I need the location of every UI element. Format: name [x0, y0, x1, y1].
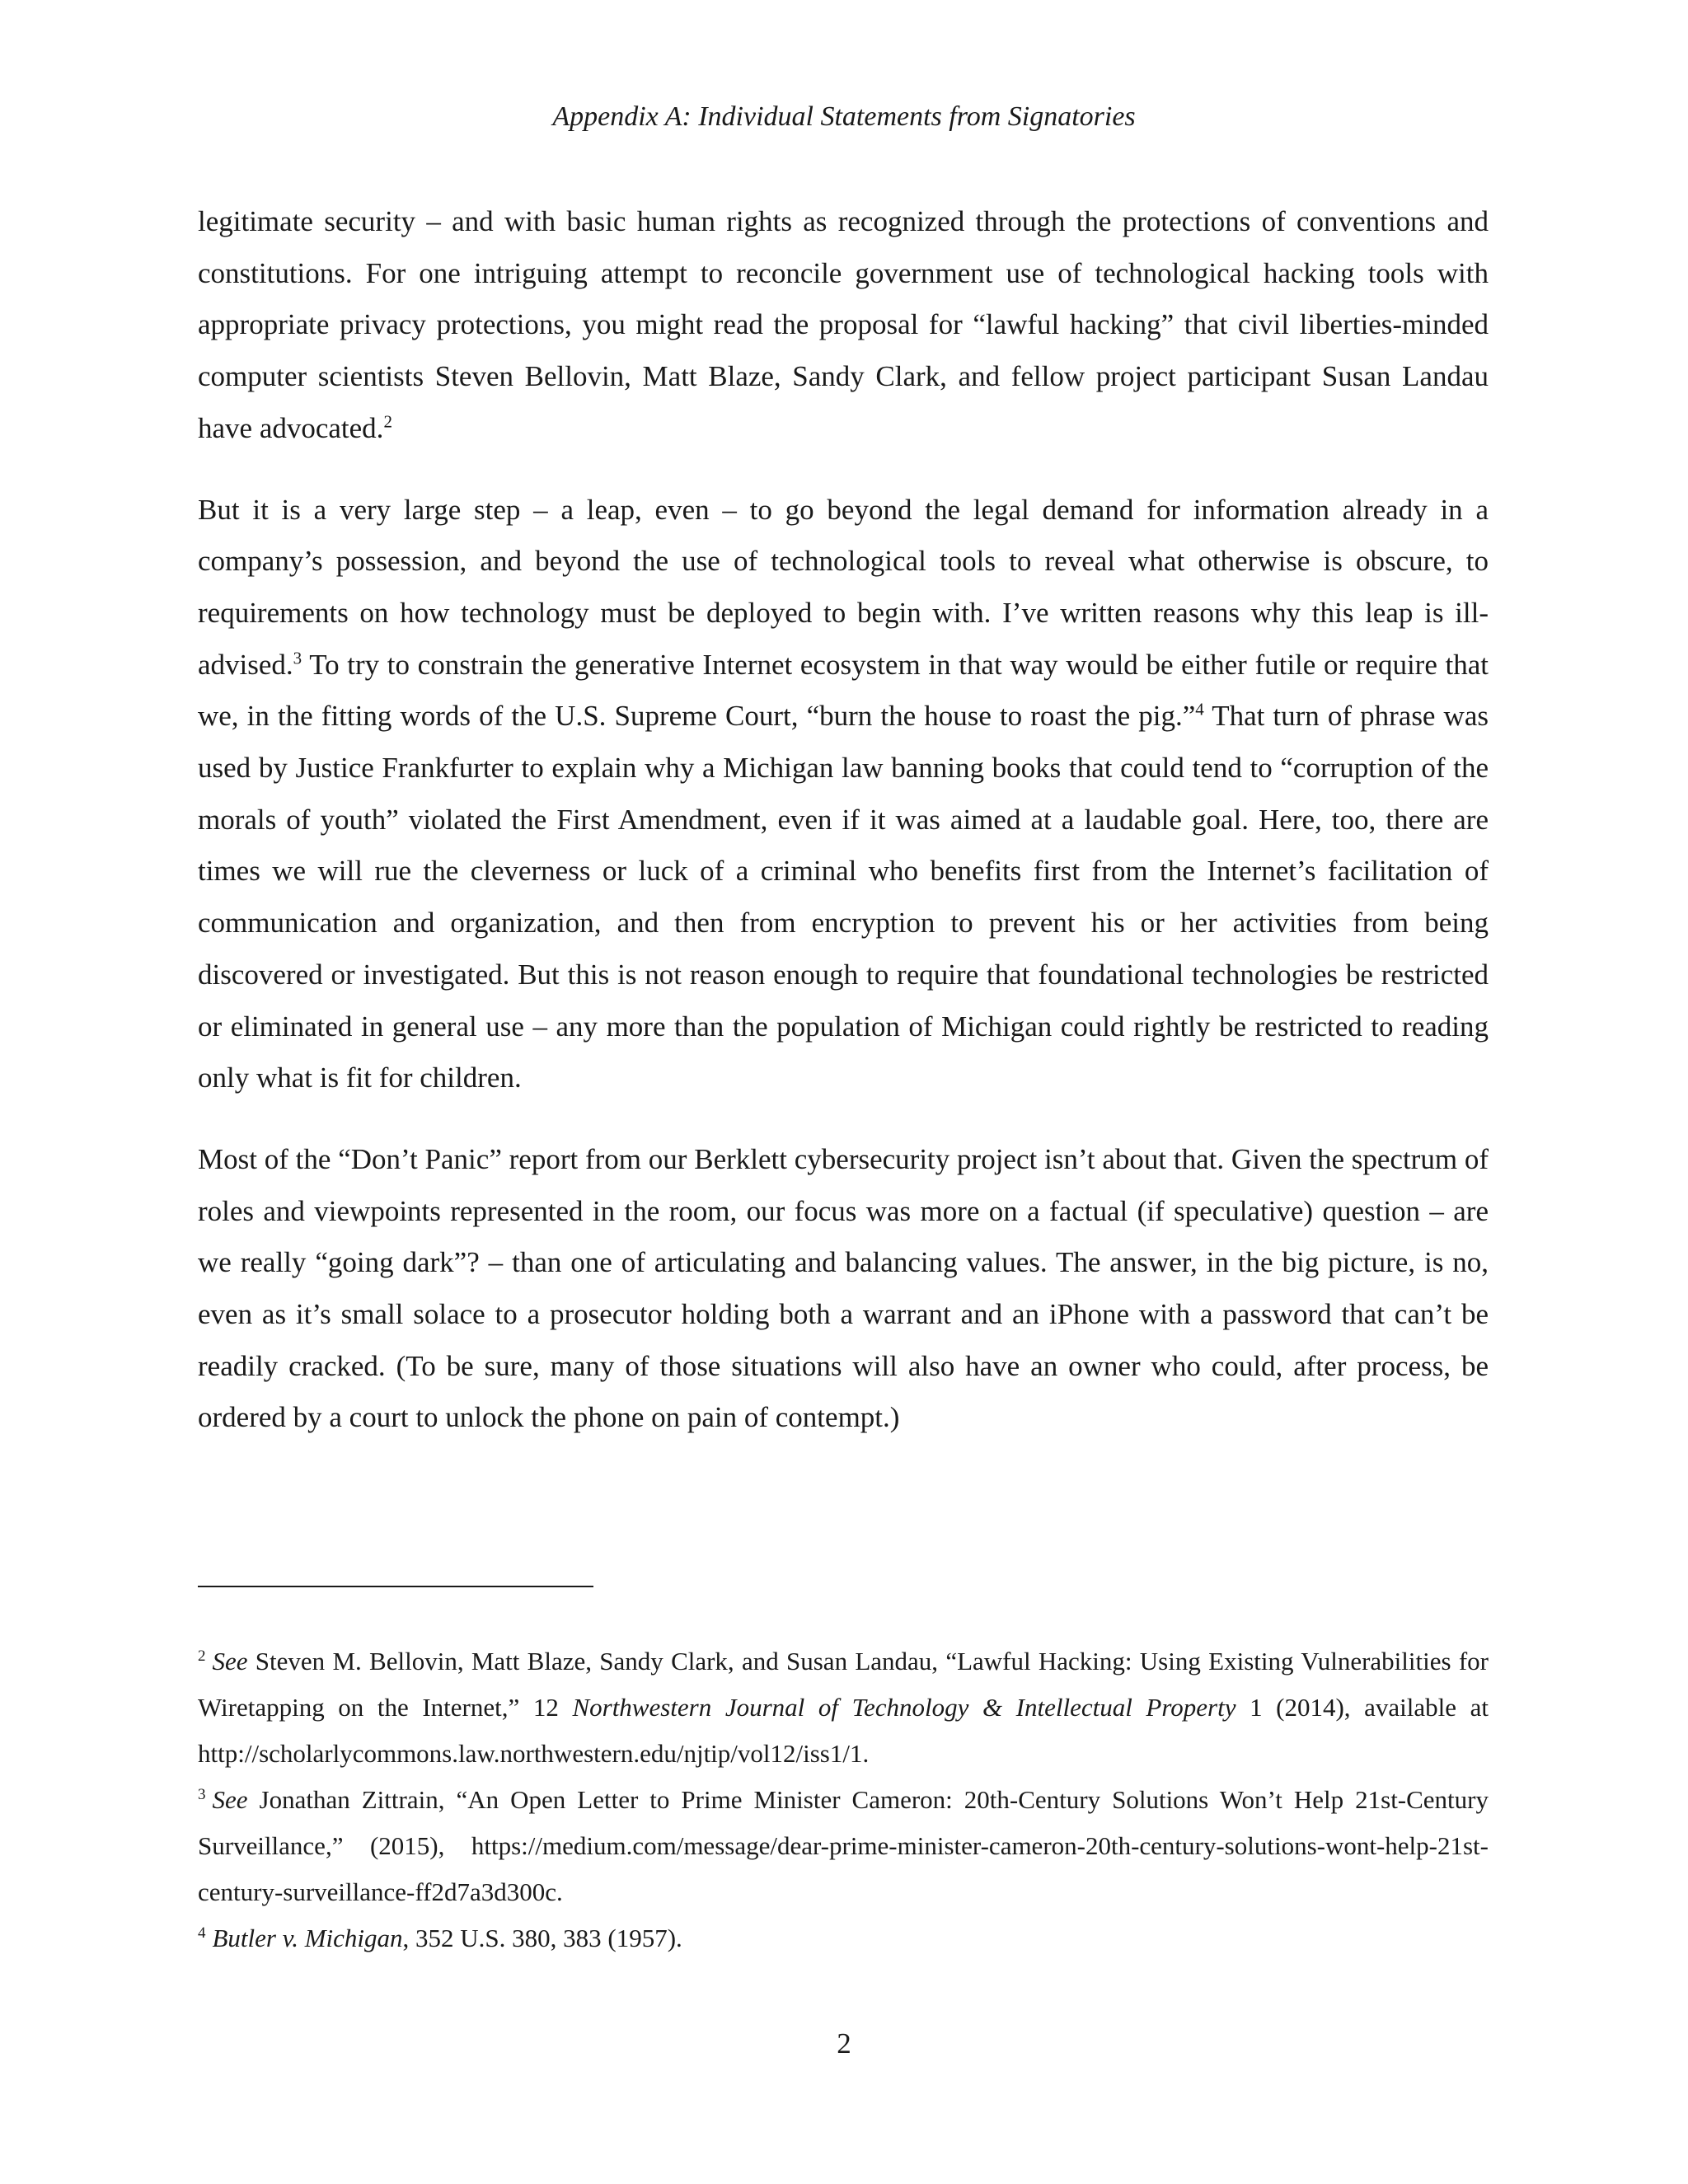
footnote-3-number: 3	[198, 1785, 206, 1803]
footnote-2	[198, 1638, 1489, 1777]
paragraph-2-text-b: To try to constrain the generative Internet ecosystem in that way would be either futile or require that we, in the fitting words of the U.S. Supreme Court, “burn the house to roast the pig.”	[198, 648, 1489, 733]
paragraph-2	[198, 485, 1489, 1104]
footnote-4-text: , 352 U.S. 380, 383 (1957).	[402, 1924, 682, 1952]
body-text	[198, 196, 1489, 1474]
footnote-ref-2: 2	[383, 411, 392, 432]
footnote-3	[198, 1777, 1489, 1915]
footnotes	[198, 1638, 1489, 1961]
footnote-ref-4: 4	[1195, 699, 1204, 719]
footnote-2-number: 2	[198, 1647, 206, 1665]
footnote-separator	[198, 1586, 593, 1587]
footnote-4-number: 4	[198, 1924, 206, 1942]
paragraph-3-text: Most of the “Don’t Panic” report from our Berklett cybersecurity project isn’t about that. Given the spectrum of roles and viewpoints represented in the room, our focus was more on a factual (if speculative) question – are we really “going dark”? – than one of articulating and balancing values. The answer, in the big picture, is no, even as it’s small solace to a prosecutor holding both a warrant and an iPhone with a password that can’t be readily cracked. (To be sure, many of those situations will also have an owner who could, after process, be ordered by a court to unlock the phone on pain of contempt.)	[198, 1142, 1489, 1434]
paragraph-1-text: legitimate security – and with basic human rights as recognized through the protections of conventions and constitutions. For one intriguing attempt to reconcile government use of technological hacking tools with appropriate privacy protections, you might read the proposal for “lawful hacking” that civil liberties-minded computer scientists Steven Bellovin, Matt Blaze, Sandy Clark, and fellow project participant Susan Landau have advocated.	[198, 205, 1489, 444]
paragraph-3	[198, 1134, 1489, 1444]
paragraph-2-text-a: But it is a very large step – a leap, even – to go beyond the legal demand for information already in a company’s possession, and beyond the use of technological tools to reveal what otherwise is obscure, to requirements on how technology must be deployed to begin with. I’ve written reasons why this leap is ill-advised.	[198, 493, 1489, 681]
footnote-ref-3: 3	[293, 647, 302, 668]
footnote-3-see: See	[212, 1785, 248, 1814]
footnote-2-journal: Northwestern Journal of Technology & Intellectual Property	[572, 1693, 1236, 1722]
footnote-2-text-pre: Steven M. Bellovin, Matt Blaze, Sandy Clark, and Susan Landau, “Lawful Hacking: Using Existing Vulnerabilities for Wiretapping on the Internet,” 12	[198, 1647, 1489, 1722]
footnote-2-see: See	[212, 1647, 248, 1675]
footnote-4-case: Butler v. Michigan	[212, 1924, 403, 1952]
page-number: 2	[837, 2027, 851, 2060]
footnote-2-text-post: 1 (2014), available at http://scholarlycommons.law.northwestern.edu/njtip/vol12/iss1/1.	[198, 1693, 1489, 1768]
paragraph-2-text-c: That turn of phrase was used by Justice Frankfurter to explain why a Michigan law banning books that could tend to “corruption of the morals of youth” violated the First Amendment, even if it was aimed at a laudable goal. Here, too, there are times we will rue the cleverness or luck of a criminal who benefits first from the Internet’s facilitation of communication and organization, and then from encryption to prevent his or her activities from being discovered or investigated. But this is not reason enough to require that foundational technologies be restricted or eliminated in general use – any more than the population of Michigan could rightly be restricted to reading only what is fit for children.	[198, 700, 1489, 1094]
paragraph-1	[198, 196, 1489, 455]
footnote-3-text: Jonathan Zittrain, “An Open Letter to Prime Minister Cameron: 20th-Century Solutions Won’t Help 21st-Century Surveillance,” (2015), https://medium.com/message/dear-prime-minister-cameron-20th-century-solutions-wont-help-21st-century-surveillance-ff2d7a3d300c.	[198, 1785, 1489, 1906]
footnote-4	[198, 1915, 1489, 1961]
running-header: Appendix A: Individual Statements from Signatories	[552, 101, 1136, 132]
